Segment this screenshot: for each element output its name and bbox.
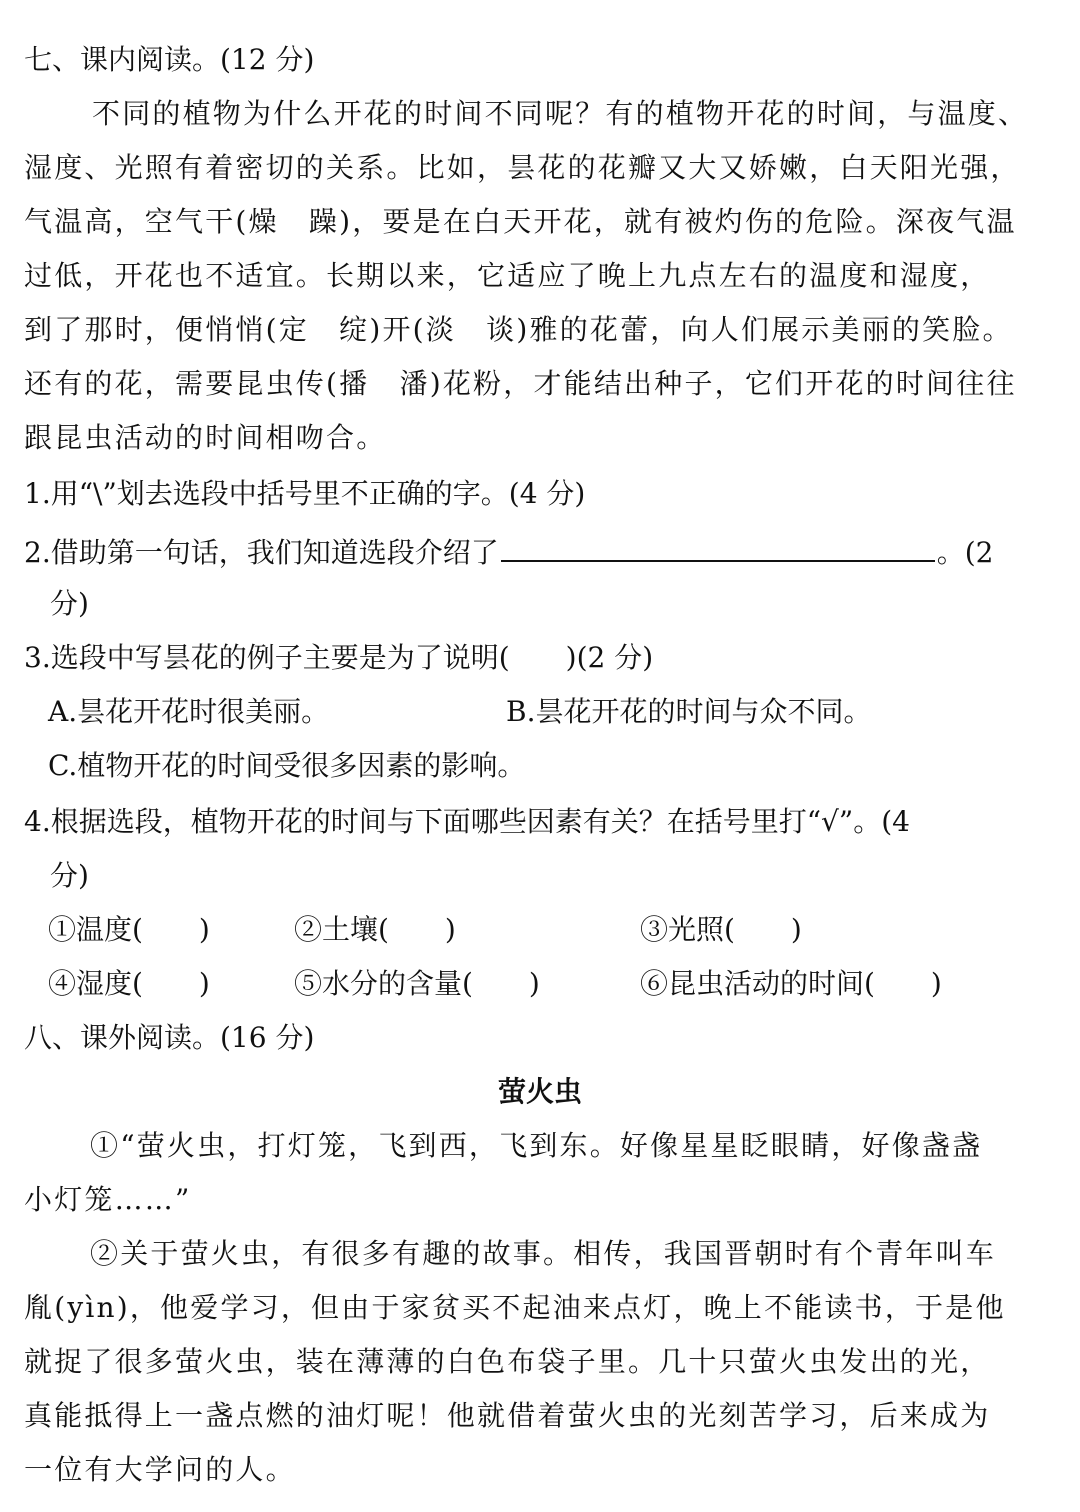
option-c[interactable]: C.植物开花的时间受很多因素的影响。 (48, 749, 526, 782)
choice-light[interactable]: ③光照( ) (640, 913, 802, 946)
passage-7-line-2: 湿度、光照有着密切的关系。比如，昙花的花瓣又大又娇嫩，白天阳光强， (24, 151, 1021, 184)
choice-insect-activity[interactable]: ⑥昆虫活动的时间( ) (640, 967, 942, 1000)
option-b[interactable]: B.昙花开花的时间与众不同。 (506, 695, 872, 728)
passage-7-line-5: 到了那时，便悄悄(定 绽)开(淡 谈)雅的花蕾，向人们展示美丽的笑脸。 (24, 313, 1013, 346)
passage-8-line-7: 一位有大学问的人。 (24, 1453, 296, 1486)
section-7-heading: 七、课内阅读。(12 分) (24, 43, 315, 76)
choice-temperature[interactable]: ①温度( ) (48, 913, 210, 946)
article-title: 萤火虫 (497, 1075, 582, 1108)
question-4: 4.根据选段，植物开花的时间与下面哪些因素有关？在括号里打“√”。(4 (24, 805, 910, 838)
question-2-suffix: 。(2 (936, 536, 994, 569)
passage-8-line-1: ①“萤火虫，打灯笼，飞到西，飞到东。好像星星眨眼睛，好像盏盏 (90, 1129, 983, 1162)
question-4-continuation: 分) (50, 859, 89, 892)
section-8-heading: 八、课外阅读。(16 分) (24, 1021, 315, 1054)
passage-8-line-6: 真能抵得上一盏点燃的油灯呢！他就借着萤火虫的光刻苦学习，后来成为 (24, 1399, 991, 1432)
option-a[interactable]: A.昙花开花时很美丽。 (48, 695, 330, 728)
choice-soil[interactable]: ②土壤( ) (294, 913, 456, 946)
passage-7-line-3: 气温高，空气干(燥 躁)，要是在白天开花，就有被灼伤的危险。深夜气温 (24, 205, 1017, 238)
question-1: 1.用“\”划去选段中括号里不正确的字。(4 分) (24, 477, 586, 510)
passage-7-line-4: 过低，开花也不适宜。长期以来，它适应了晚上九点左右的温度和湿度， (24, 259, 991, 292)
passage-7-line-1: 不同的植物为什么开花的时间不同呢？有的植物开花的时间，与温度、 (92, 97, 1029, 130)
passage-7-line-7: 跟昆虫活动的时间相吻合。 (24, 421, 387, 454)
answer-blank[interactable] (501, 530, 935, 562)
passage-8-line-3: ②关于萤火虫，有很多有趣的故事。相传，我国晋朝时有个青年叫车 (90, 1237, 997, 1270)
question-2 (24, 530, 1080, 570)
question-2-text: 2.借助第一句话，我们知道选段介绍了 (24, 536, 499, 569)
question-3: 3.选段中写昙花的例子主要是为了说明( )(2 分) (24, 641, 654, 674)
question-2-continuation: 分) (50, 587, 89, 620)
choice-water-content[interactable]: ⑤水分的含量( ) (294, 967, 540, 1000)
passage-8-line-4: 胤(yìn)，他爱学习，但由于家贫买不起油来点灯，晚上不能读书，于是他 (24, 1291, 1006, 1324)
choice-humidity[interactable]: ④湿度( ) (48, 967, 210, 1000)
passage-7-line-6: 还有的花，需要昆虫传(播 潘)花粉，才能结出种子，它们开花的时间往往 (24, 367, 1017, 400)
passage-8-line-5: 就捉了很多萤火虫，装在薄薄的白色布袋子里。几十只萤火虫发出的光， (24, 1345, 991, 1378)
passage-8-line-2: 小灯笼……” (24, 1183, 192, 1216)
